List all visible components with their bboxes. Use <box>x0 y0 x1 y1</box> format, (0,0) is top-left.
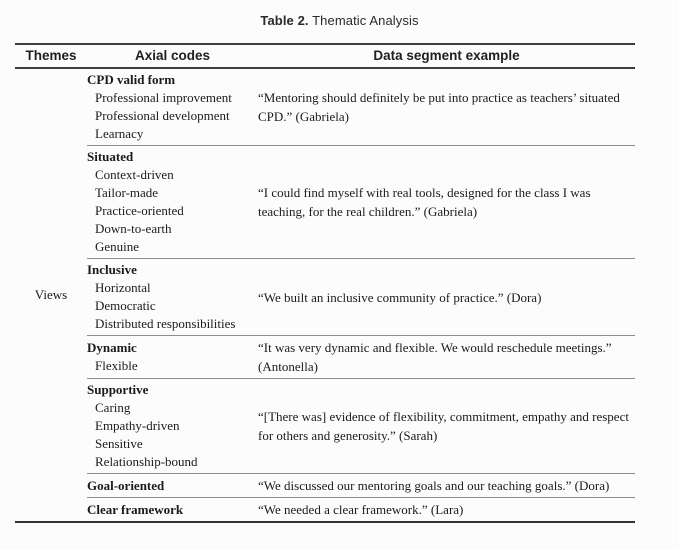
axial-code-head: Situated <box>87 149 134 164</box>
axial-code-head: Clear framework <box>87 501 184 517</box>
axial-codes-cell <box>87 71 258 143</box>
axial-code-sub: Professional development <box>95 108 230 123</box>
data-segment-cell <box>258 148 635 256</box>
data-segment-cell <box>258 381 635 471</box>
axial-codes-cell <box>87 476 258 495</box>
table-caption <box>0 13 679 28</box>
axial-code-sub: Relationship-bound <box>95 454 198 469</box>
column-header-data-segment: Data segment example <box>373 48 520 63</box>
axial-code-head: Goal-oriented <box>87 477 165 493</box>
table-row <box>87 379 635 474</box>
axial-code-sub: Empathy-driven <box>95 418 180 433</box>
quote-text: “[There was] evidence of flexibility, commitment, empathy and respect for others and generosity.” (Sarah) <box>258 409 629 443</box>
table-row <box>87 259 635 336</box>
axial-code-sub: Down-to-earth <box>95 221 172 236</box>
table-row <box>87 69 635 146</box>
axial-code-sub: Professional improvement <box>95 90 232 105</box>
data-segment-cell <box>258 338 635 376</box>
quote-text: “I could find myself with real tools, designed for the class I was teaching, for the real children.” (Gabriela) <box>258 185 591 219</box>
table-rows <box>87 69 635 521</box>
axial-code-sub: Horizontal <box>95 280 151 295</box>
data-segment-cell <box>258 71 635 143</box>
table-caption-number: Table 2. <box>260 13 309 28</box>
axial-code-head: CPD valid form <box>87 72 176 87</box>
axial-code-sub: Democratic <box>95 298 156 313</box>
axial-code-head: Dynamic <box>87 340 137 355</box>
quote-text: “Mentoring should definitely be put into practice as teachers’ situated CPD.” (Gabriela) <box>258 90 620 124</box>
quote-text: “We discussed our mentoring goals and our teaching goals.” (Dora) <box>258 478 610 493</box>
table-row <box>87 498 635 521</box>
table-row <box>87 146 635 259</box>
axial-code-sub: Practice-oriented <box>95 203 184 218</box>
theme-cell <box>15 69 87 521</box>
axial-code-head: Inclusive <box>87 262 137 277</box>
axial-code-sub: Context-driven <box>95 167 174 182</box>
axial-code-sub: Sensitive <box>95 436 143 451</box>
axial-code-head: Supportive <box>87 382 149 397</box>
axial-code-sub: Flexible <box>95 358 138 373</box>
quote-text: “We needed a clear framework.” (Lara) <box>258 502 464 517</box>
axial-code-sub: Tailor-made <box>95 185 159 200</box>
axial-code-sub: Caring <box>95 400 131 415</box>
axial-codes-cell <box>87 148 258 256</box>
table-row <box>87 336 635 379</box>
data-segment-cell <box>258 476 635 495</box>
data-segment-cell <box>258 500 635 519</box>
table-header-row <box>15 45 635 69</box>
thematic-analysis-table <box>15 43 635 523</box>
axial-codes-cell <box>87 338 258 376</box>
column-header-themes: Themes <box>25 48 77 63</box>
table-body <box>15 69 635 523</box>
axial-code-sub: Distributed responsibilities <box>95 316 236 331</box>
axial-codes-cell <box>87 381 258 471</box>
table-row <box>87 474 635 498</box>
table-caption-title: Thematic Analysis <box>308 13 419 28</box>
column-header-axial-codes: Axial codes <box>134 48 211 63</box>
theme-label: Views <box>34 287 68 302</box>
quote-text: “We built an inclusive community of practice.” (Dora) <box>258 289 542 305</box>
axial-codes-cell <box>87 500 258 519</box>
axial-code-sub: Genuine <box>95 239 140 254</box>
data-segment-cell <box>258 261 635 333</box>
axial-code-sub: Learnacy <box>95 126 144 141</box>
quote-text: “It was very dynamic and flexible. We would reschedule meetings.” (Antonella) <box>258 340 612 374</box>
axial-codes-cell <box>87 261 258 333</box>
